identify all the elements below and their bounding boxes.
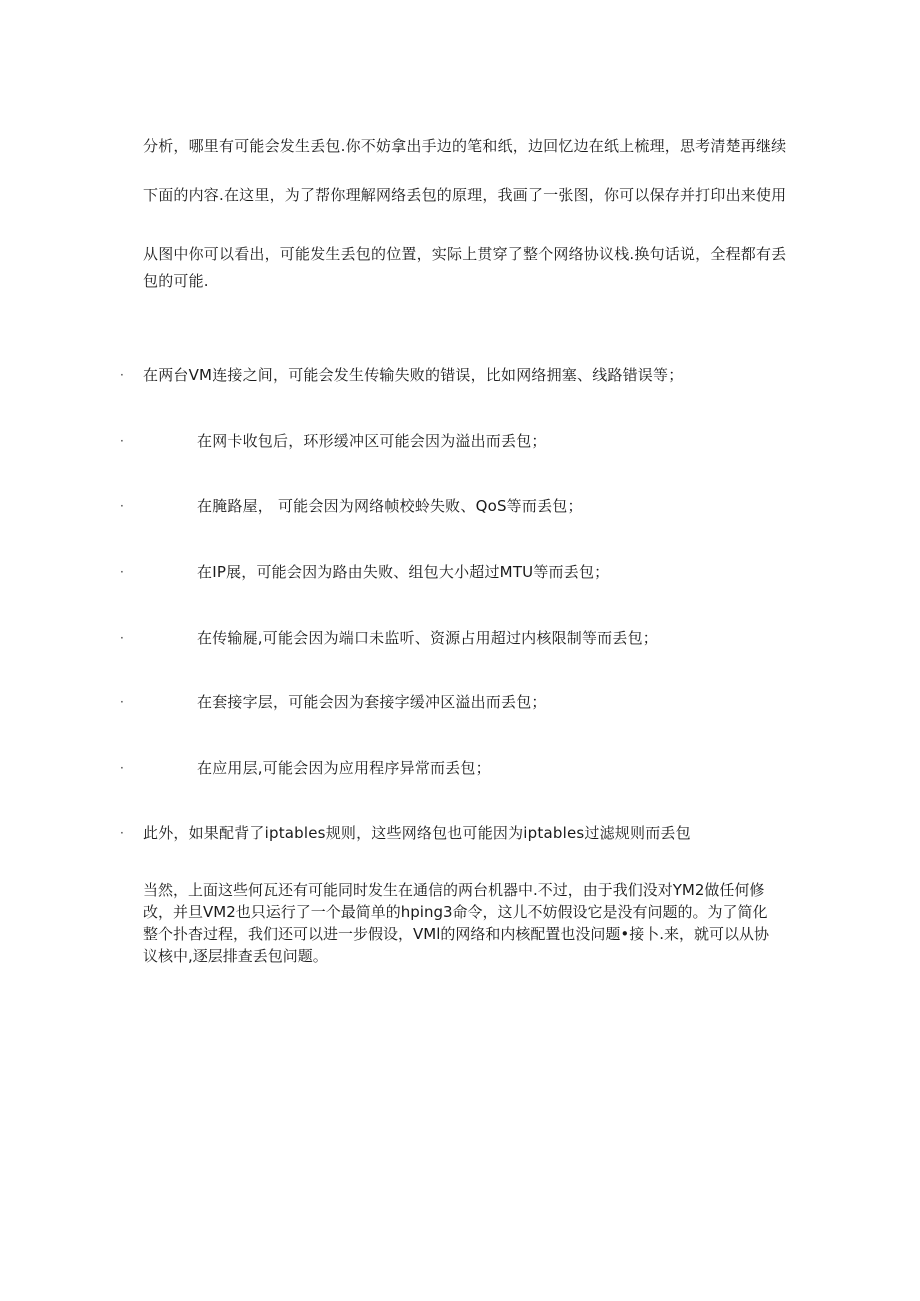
- bullet-marker: ·: [120, 565, 124, 579]
- list-item: 在两台VM连接之间，可能会发生传输失败的错误，比如网络拥塞、线路错误等；: [143, 366, 684, 384]
- closing-line-1: 当然，上面这些何瓦还有可能同时发生在通信的两台机器中.不过，由于我们没对YM2做任何修: [143, 881, 765, 899]
- bullet-marker: ·: [120, 499, 124, 513]
- bullet-marker: ·: [120, 434, 124, 448]
- bullet-marker: ·: [120, 695, 124, 709]
- list-item: 在网卡收包后，环形缓冲区可能会因为溢出而丢包；: [197, 432, 547, 450]
- list-item: 在传输屣,可能会因为端口未监听、资源占用超过内核限制等而丢包；: [197, 629, 658, 647]
- bullet-marker: ·: [120, 368, 124, 382]
- bullet-marker: ·: [120, 826, 124, 840]
- intro-line-2: 下面的内容.在这里，为了帮你理解网络丢包的原理，我画了一张图，你可以保存并打印出来使用: [143, 186, 787, 204]
- closing-paragraph: [143, 879, 793, 967]
- list-item: 此外，如果配背了iptables规则，这些网络包也可能因为iptables过滤规则而丢包: [143, 824, 691, 842]
- intro-line-3: 从图中你可以看出，可能发生丢包的位置，实际上贯穿了整个网络协议栈.换句话说，全程都有丢: [143, 245, 787, 263]
- list-item: 在IP展，可能会因为路由失败、组包大小超过MTU等而丢包；: [197, 563, 610, 581]
- intro-line-1: 分析，哪里有可能会发生丢包.你不妨拿出手边的笔和纸，边回忆边在纸上梳理，思考清楚再继续: [143, 137, 787, 155]
- closing-line-2: 改，并旦VM2也只运行了一个最简单的hping3命令，这儿不妨假设它是没有问题的。为了简化: [143, 903, 768, 921]
- bullet-marker: ·: [120, 761, 124, 775]
- closing-line-4: 议核中,逐层排查丢包问题。: [143, 947, 328, 965]
- closing-line-3: 整个扑杳过程，我们还可以进一步假设，VMl的网络和内核配置也没问题•接卜.来，就可以从协: [143, 925, 769, 943]
- list-item: 在套接字层，可能会因为套接字缓冲区溢出而丢包；: [197, 693, 547, 711]
- list-item: 在应用层,可能会因为应用程序异常而丢包；: [197, 759, 491, 777]
- bullet-marker: ·: [120, 631, 124, 645]
- intro-line-4: 包的可能.: [143, 272, 209, 290]
- list-item: 在腌路屋， 可能会因为网络帧校蛉失败、QoS等而丢包；: [197, 497, 583, 515]
